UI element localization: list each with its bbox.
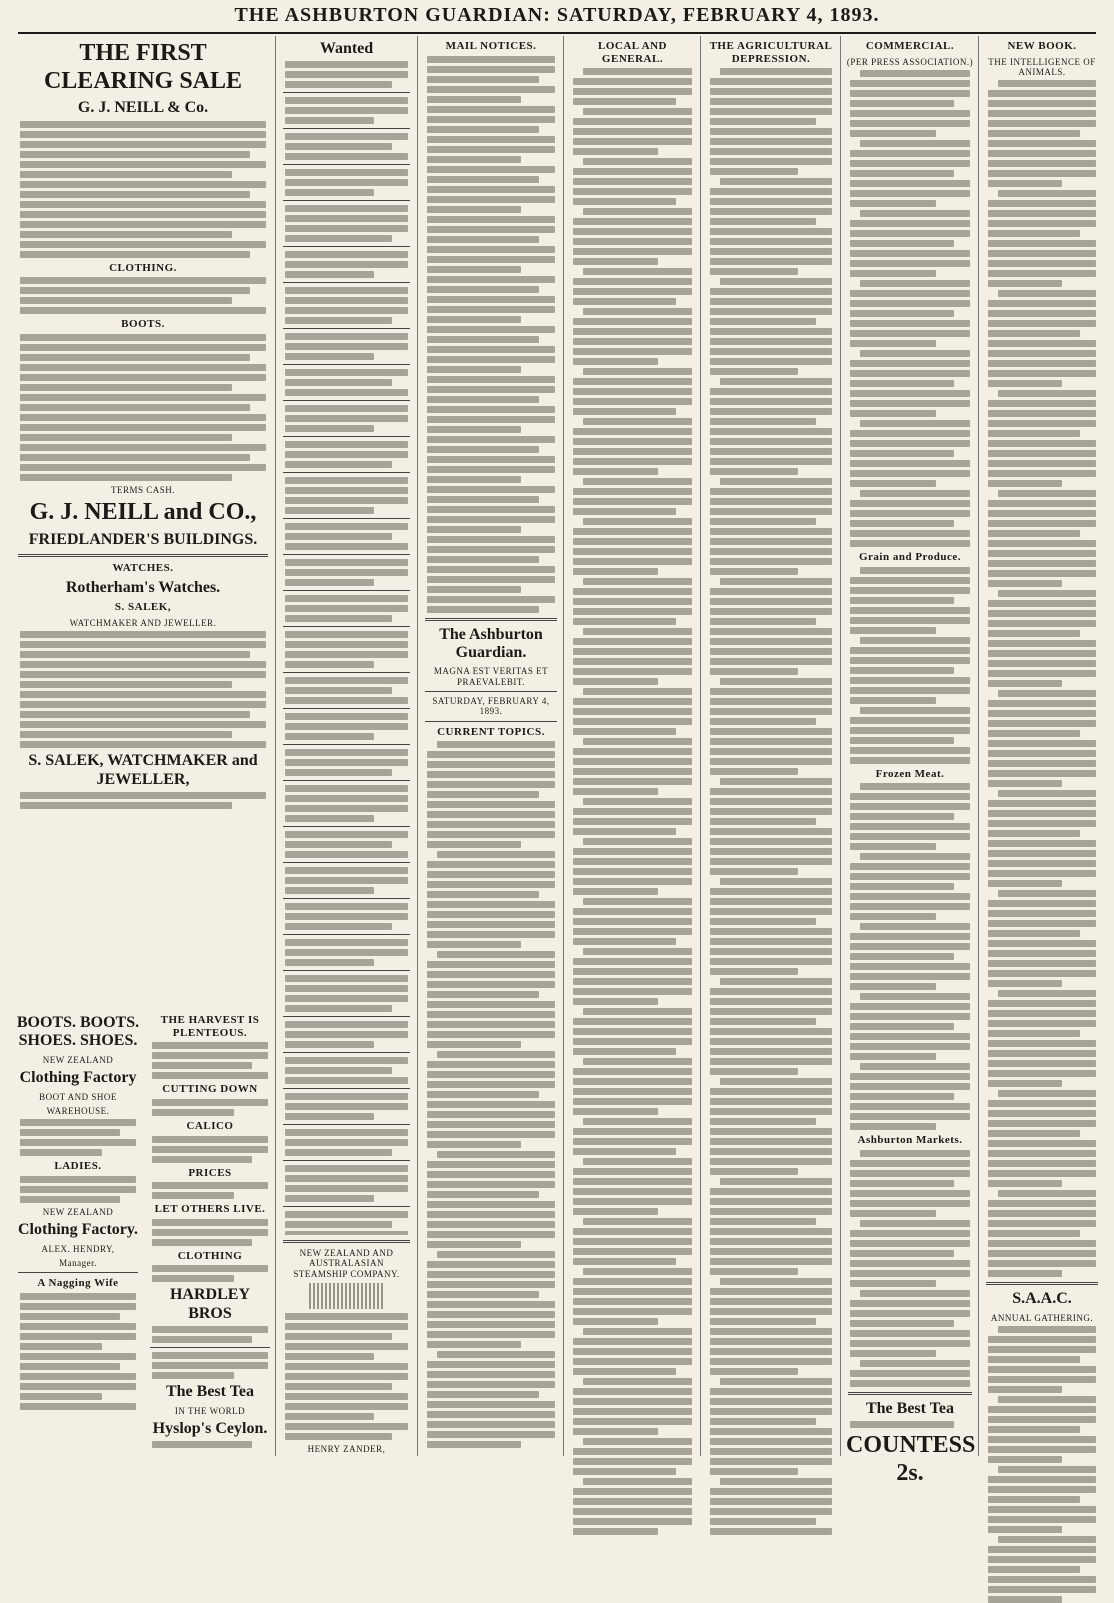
grain-produce-heading: Grain and Produce. bbox=[858, 550, 961, 563]
cutting-down-heading: CUTTING DOWN bbox=[162, 1083, 258, 1096]
buildings-name: FRIEDLANDER'S BUILDINGS. bbox=[28, 530, 258, 548]
commercial-column bbox=[844, 36, 976, 1486]
local-general-heading: LOCAL AND GENERAL. bbox=[598, 40, 667, 65]
hyslop-heading: Hyslop's Ceylon. bbox=[152, 1420, 268, 1437]
mail-notices-heading: MAIL NOTICES. bbox=[445, 40, 537, 52]
countess-price: COUNTESS 2s. bbox=[846, 1432, 976, 1486]
nz-label: NEW ZEALAND bbox=[42, 1054, 114, 1065]
salek-name: S. SALEK, bbox=[114, 601, 172, 614]
column-divider bbox=[275, 36, 276, 1456]
advert-column-boots bbox=[14, 1010, 142, 1456]
clothing-factory: Clothing Factory bbox=[19, 1069, 137, 1087]
column-divider bbox=[563, 36, 564, 1456]
local-general-column bbox=[567, 36, 698, 1456]
firm-name-large: G. J. NEILL and CO., bbox=[29, 499, 257, 526]
salek-large: S. SALEK, WATCHMAKER and JEWELLER, bbox=[28, 752, 258, 788]
harvest-heading: THE HARVEST IS PLENTEOUS. bbox=[160, 1014, 260, 1039]
clothing-heading-2: CLOTHING bbox=[177, 1249, 243, 1262]
clothing-heading: CLOTHING. bbox=[109, 261, 177, 274]
manager-name: ALEX. HENDRY, bbox=[41, 1243, 115, 1254]
sale-heading: THE FIRST CLEARING SALE bbox=[43, 40, 243, 94]
masthead: THE ASHBURTON GUARDIAN: SATURDAY, FEBRUARY 4, 1893. bbox=[234, 4, 880, 26]
nagging-wife-heading: A Nagging Wife bbox=[37, 1277, 119, 1290]
steamship-heading: NEW ZEALAND AND AUSTRALASIAN STEAMSHIP COMPANY. bbox=[293, 1248, 400, 1279]
best-tea-heading: The Best Tea bbox=[165, 1383, 254, 1401]
boots-shoes-heading: BOOTS. BOOTS. SHOES. SHOES. bbox=[16, 1014, 140, 1050]
column-divider bbox=[978, 36, 979, 1456]
agricultural-heading: THE AGRICULTURAL DEPRESSION. bbox=[709, 40, 833, 65]
boots-heading: BOOTS. bbox=[121, 318, 165, 331]
watches-heading: WATCHES. bbox=[112, 562, 174, 575]
new-book-heading: NEW BOOK. bbox=[1007, 40, 1077, 52]
mail-column bbox=[421, 36, 561, 1456]
prices-heading: PRICES bbox=[188, 1166, 232, 1179]
boot-shoe: BOOT AND SHOE bbox=[39, 1091, 117, 1102]
column-divider bbox=[840, 36, 841, 1456]
column-divider bbox=[700, 36, 701, 1456]
nz-label-2: NEW ZEALAND bbox=[42, 1206, 114, 1217]
manager-title: Manager. bbox=[59, 1257, 97, 1268]
masthead-rule bbox=[18, 32, 1096, 34]
agricultural-column bbox=[704, 36, 838, 1456]
column-divider bbox=[417, 36, 418, 1456]
jeweller-line: WATCHMAKER AND JEWELLER. bbox=[69, 617, 217, 628]
calico-heading: CALICO bbox=[186, 1119, 234, 1132]
steamship-advert bbox=[279, 1235, 414, 1456]
new-book-column bbox=[982, 36, 1102, 1456]
warehouse: WAREHOUSE. bbox=[46, 1105, 110, 1116]
saac-heading: S.A.A.C. bbox=[1012, 1290, 1072, 1308]
advert-column-hardley bbox=[146, 1010, 274, 1456]
hardley-bros: HARDLEY BROS bbox=[169, 1286, 250, 1322]
intelligence-subheading: THE INTELLIGENCE OF ANIMALS. bbox=[988, 56, 1096, 77]
steamship-engraving bbox=[309, 1283, 384, 1309]
agent-name: HENRY ZANDER, bbox=[307, 1444, 386, 1455]
clothing-factory-2: Clothing Factory. bbox=[18, 1221, 138, 1239]
in-world: IN THE WORLD bbox=[174, 1405, 246, 1416]
best-tea-heading-2: The Best Tea bbox=[865, 1399, 954, 1417]
paper-date: SATURDAY, FEBRUARY 4, 1893. bbox=[432, 696, 550, 717]
let-others-heading: LET OTHERS LIVE. bbox=[154, 1203, 266, 1216]
sale-firm: G. J. NEILL & Co. bbox=[77, 99, 209, 117]
rotherham-heading: Rotherham's Watches. bbox=[65, 578, 221, 596]
current-topics-heading: CURRENT TOPICS. bbox=[437, 725, 545, 738]
annual-gathering: ANNUAL GATHERING. bbox=[990, 1312, 1094, 1323]
ashburton-markets-heading: Ashburton Markets. bbox=[857, 1134, 963, 1147]
terms-cash: TERMS CASH. bbox=[110, 484, 175, 495]
ladies-heading: LADIES. bbox=[54, 1160, 102, 1173]
paper-motto: MAGNA EST VERITAS ET PRAEVALEBIT. bbox=[433, 666, 549, 687]
paper-masthead: The Ashburton Guardian. bbox=[439, 625, 543, 662]
frozen-meat-heading: Frozen Meat. bbox=[875, 767, 945, 780]
commercial-heading: COMMERCIAL. bbox=[865, 40, 955, 52]
press-association: (PER PRESS ASSOCIATION.) bbox=[846, 56, 974, 67]
wanted-heading: Wanted bbox=[319, 40, 374, 57]
